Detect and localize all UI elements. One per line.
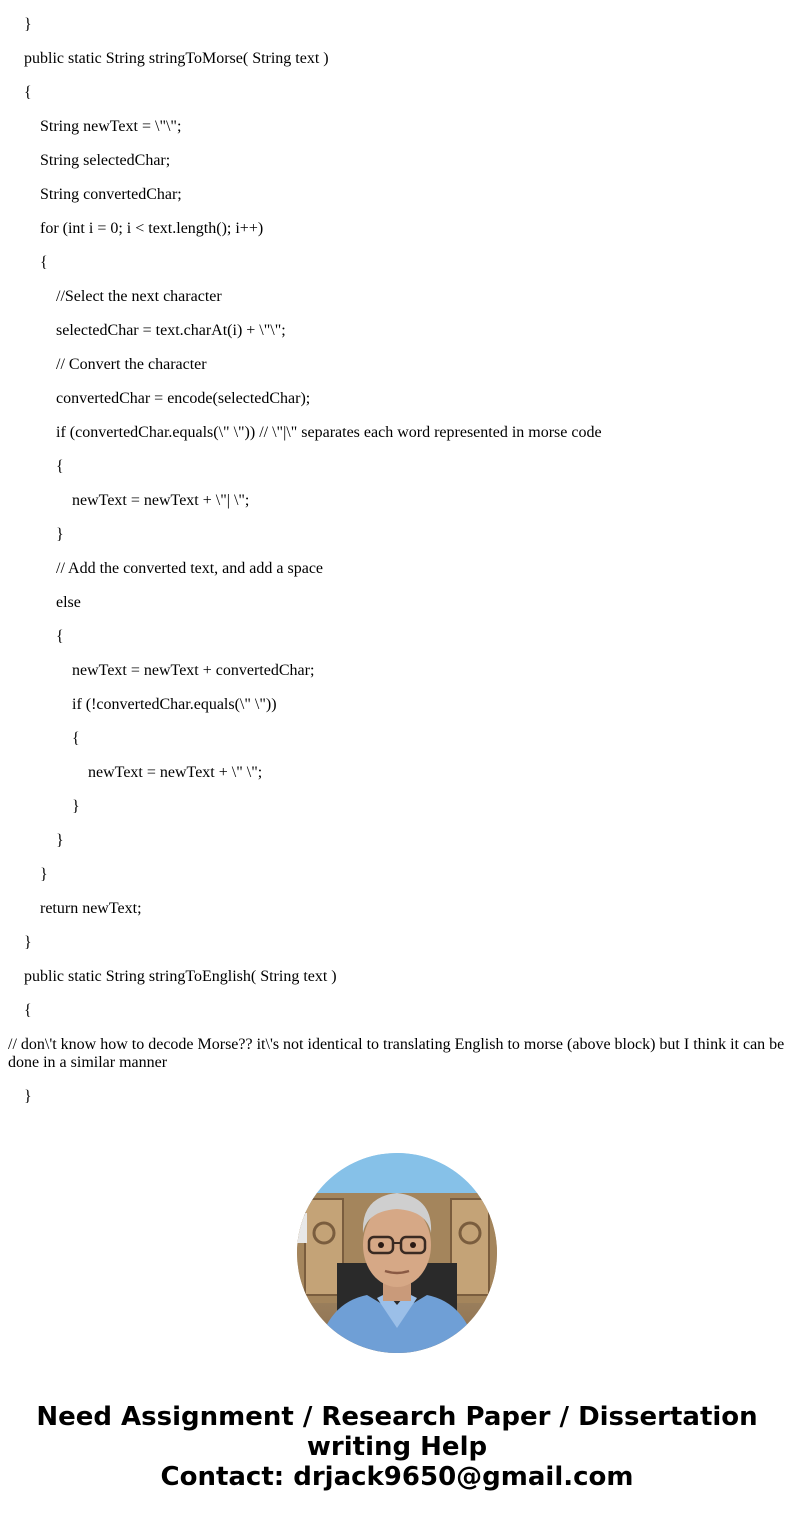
code-line: String newText = \"\"; [40,118,182,135]
code-line: else [56,594,81,611]
code-line: newText = newText + \" \"; [88,764,263,781]
code-line: } [40,866,48,883]
banner-line-1: Need Assignment / Research Paper / Dissertation [36,1402,758,1432]
author-avatar [297,1153,497,1353]
code-line: public static String stringToEnglish( String text ) [24,968,337,985]
code-line: newText = newText + \"| \"; [72,492,250,509]
banner-contact-email: Contact: drjack9650@gmail.com [160,1462,634,1492]
code-line: { [24,1002,32,1019]
code-line: { [24,84,32,101]
code-line: { [56,628,64,645]
code-line: selectedChar = text.charAt(i) + \"\"; [56,322,286,339]
code-line: newText = newText + convertedChar; [72,662,315,679]
code-line: } [56,526,64,543]
code-line: public static String stringToMorse( String text ) [24,50,329,67]
code-line: { [72,730,80,747]
code-line: } [72,798,80,815]
code-line: { [40,254,48,271]
code-line: for (int i = 0; i < text.length(); i++) [40,220,264,237]
person-portrait-icon [297,1153,497,1353]
code-line: String selectedChar; [40,152,171,169]
code-comment-paragraph: // don\'t know how to decode Morse?? it\'s not identical to translating English to morse (above block) but I think it can be done in a similar manner [8,1036,785,1071]
code-line: String convertedChar; [40,186,182,203]
banner-line-2: writing Help [306,1432,488,1462]
code-line: } [56,832,64,849]
code-line: // Add the converted text, and add a space [56,560,324,577]
contact-banner [0,1402,794,1492]
code-line: if (convertedChar.equals(\" \")) // \"|\" separates each word represented in morse code [56,424,602,441]
code-line: } [24,1088,32,1105]
code-line: convertedChar = encode(selectedChar); [56,390,311,407]
code-line: } [24,934,32,951]
code-line: if (!convertedChar.equals(\" \")) [72,696,277,713]
code-line: return newText; [40,900,142,917]
code-line: //Select the next character [56,288,222,305]
code-line: { [56,458,64,475]
code-line: // Convert the character [56,356,207,373]
code-line: } [24,16,32,33]
